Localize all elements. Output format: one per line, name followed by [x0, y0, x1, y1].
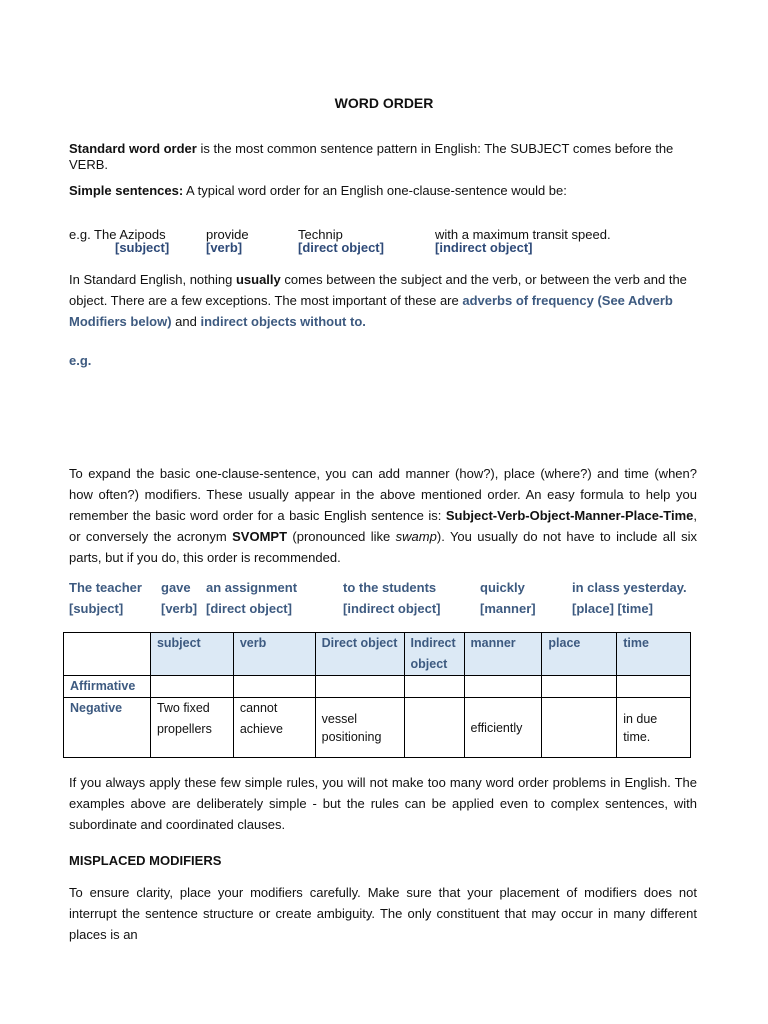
example2-word-direct-object: an assignment	[206, 580, 298, 595]
indirect-objects-link[interactable]: indirect objects without to.	[200, 314, 366, 329]
expand-bold-formula: Subject-Verb-Object-Manner-Place-Time	[445, 508, 694, 523]
example2-word-place-time: in class yesterday.	[572, 580, 687, 595]
example1-word-direct-object: Technip	[298, 227, 343, 242]
example1-tag-indirect-object: [indirect object]	[435, 240, 533, 255]
misplaced-modifiers-heading: MISPLACED MODIFIERS	[69, 853, 222, 868]
adverbs-of-frequency-link[interactable]: adverbs of frequency (See Adverb Modifiers below)	[69, 293, 673, 329]
negative-indirect-cell	[404, 698, 464, 758]
example2-tag-indirect-object: [indirect object]	[343, 601, 441, 616]
example1-word-verb: provide	[206, 227, 249, 242]
word-order-table	[63, 632, 691, 758]
intro-paragraph	[69, 141, 697, 173]
example2-tag-subject: [subject]	[69, 601, 124, 616]
example1-tag-verb: [verb]	[206, 240, 243, 255]
expand-text-4: ). You usually do not have to include all six parts, but if you do, this order is recommended.	[69, 529, 697, 565]
expand-text-3: (pronounced like	[287, 529, 396, 544]
simple-text: A typical word order for an English one-clause-sentence would be:	[183, 183, 567, 198]
header-subject: subject	[150, 633, 233, 676]
exceptions-paragraph	[69, 269, 697, 332]
example2-word-subject: The teacher	[69, 580, 142, 595]
row-label-negative: Negative	[64, 698, 151, 758]
example2-tag-manner: [manner]	[480, 601, 536, 616]
header-manner: manner	[464, 633, 542, 676]
simple-bold: Simple sentences:	[69, 183, 184, 198]
example2-tag-direct-object: [direct object]	[206, 601, 292, 616]
negative-subject-cell: Two fixed propellers	[150, 698, 233, 758]
header-direct-object: Direct object	[315, 633, 404, 676]
example1-word-subject: e.g. The Azipods	[69, 227, 166, 242]
table-corner-cell	[64, 633, 151, 676]
negative-manner-cell: efficiently	[464, 698, 542, 758]
exceptions-text-1: In Standard English, nothing	[69, 272, 236, 287]
example2-word-verb: gave	[161, 580, 191, 595]
example1-tag-direct-object: [direct object]	[298, 240, 384, 255]
page-title: WORD ORDER	[334, 95, 434, 111]
exceptions-text-3: and	[171, 314, 201, 329]
affirmative-indirect-cell	[404, 676, 464, 698]
affirmative-subject-cell	[150, 676, 233, 698]
expand-italic-swamp: swamp	[395, 529, 437, 544]
example1-tag-subject: [subject]	[115, 240, 170, 255]
exceptions-bold-usually: usually	[235, 272, 281, 287]
header-indirect-object: Indirect object	[404, 633, 464, 676]
affirmative-manner-cell	[464, 676, 542, 698]
example2-tag-verb: [verb]	[161, 601, 198, 616]
table-row-negative	[64, 698, 691, 758]
exceptions-text-2: comes between the subject and the verb, or between the verb and the object. There are a few exceptions. The most important of these are	[69, 272, 687, 308]
negative-verb-cell: cannot achieve	[233, 698, 315, 758]
header-place: place	[542, 633, 617, 676]
header-time: time	[617, 633, 691, 676]
affirmative-direct-cell	[315, 676, 404, 698]
negative-place-cell	[542, 698, 617, 758]
expand-paragraph	[69, 463, 697, 568]
affirmative-place-cell	[542, 676, 617, 698]
negative-time-cell: in due time.	[617, 698, 691, 758]
example2-word-manner: quickly	[480, 580, 525, 595]
expand-text-1: To expand the basic one-clause-sentence, you can add manner (how?), place (where?) and time (when? how often?) modifiers. These usually appear in the above mentioned order. An easy formula to help you remember the basic word order for a basic English sentence is:	[69, 466, 697, 523]
rules-paragraph: If you always apply these few simple rules, you will not make too many word order problems in English. The examples above are deliberately simple - but the rules can be applied even to complex sentences, with subordinate and coordinated clauses.	[69, 775, 697, 832]
simple-sentences-paragraph	[69, 182, 697, 200]
intro-bold: Standard word order	[69, 141, 197, 156]
eg-label: e.g.	[69, 353, 92, 368]
example2-tag-place-time: [place] [time]	[572, 601, 653, 616]
intro-text: is the most common sentence pattern in English: The SUBJECT comes before the VERB.	[69, 141, 674, 172]
table-row-affirmative	[64, 676, 691, 698]
misplaced-paragraph: To ensure clarity, place your modifiers carefully. Make sure that your placement of modifiers does not interrupt the sentence structure or create ambiguity. The only constituent that may occur in many different places is an	[69, 885, 697, 942]
header-verb: verb	[233, 633, 315, 676]
table-header-row	[64, 633, 691, 676]
example1-word-indirect-object: with a maximum transit speed.	[435, 227, 611, 242]
example2-word-indirect-object: to the students	[343, 580, 437, 595]
expand-text-2: , or conversely the acronym	[69, 508, 697, 544]
expand-bold-acronym: SVOMPT	[232, 529, 288, 544]
affirmative-time-cell	[617, 676, 691, 698]
negative-direct-cell: vessel positioning	[315, 698, 404, 758]
row-label-affirmative: Affirmative	[64, 676, 151, 698]
affirmative-verb-cell	[233, 676, 315, 698]
